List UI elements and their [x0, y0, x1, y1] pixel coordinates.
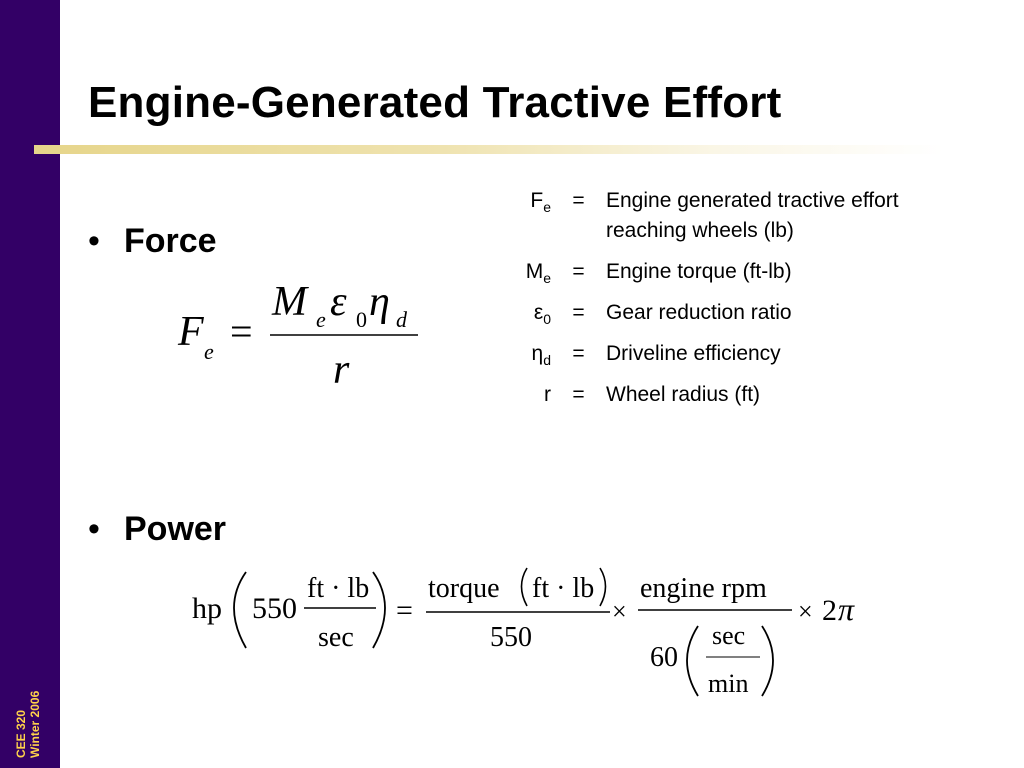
left-paren [687, 626, 698, 696]
power-torque: torque [428, 573, 500, 604]
definition-row [505, 186, 976, 246]
force-num-eps-sub: 0 [356, 307, 367, 332]
power-engine-rpm: engine rpm [640, 573, 767, 604]
def-symbol: r [544, 383, 551, 406]
def-subscript: 0 [543, 311, 551, 327]
power-equals: = [396, 594, 413, 627]
bullet-force [88, 222, 217, 261]
def-subscript: e [543, 270, 551, 286]
power-sec: sec [318, 622, 354, 653]
right-paren [373, 572, 385, 648]
def-subscript: e [543, 199, 551, 215]
power-sec-2: sec [712, 621, 746, 650]
power-times: × [612, 597, 627, 626]
bullet-power [88, 510, 226, 549]
definition-row [505, 369, 976, 410]
force-lhs-sub: e [204, 339, 214, 364]
slide-title: Engine-Generated Tractive Effort [88, 78, 782, 127]
bullet-label: Power [124, 510, 227, 548]
bullet-label: Force [124, 222, 217, 260]
left-paren [522, 568, 528, 606]
force-equation [170, 275, 430, 395]
def-symbol: M [525, 260, 544, 283]
def-text: Engine torque (ft-lb) [606, 260, 792, 283]
power-equation [180, 560, 880, 710]
force-num-M-sub: e [316, 307, 326, 332]
power-550: 550 [252, 592, 297, 625]
def-equals: = [572, 342, 585, 365]
bullet-dot: • [88, 510, 100, 548]
definition-row [505, 328, 976, 369]
power-sixty: 60 [650, 642, 678, 673]
def-text: Driveline efficiency [606, 342, 781, 365]
power-hp: hp [192, 592, 222, 625]
power-ftlb-2: ft · lb [532, 573, 595, 604]
power-two: 2 [822, 594, 837, 627]
power-ftlb: ft · lb [307, 573, 370, 604]
def-equals: = [572, 189, 585, 212]
title-underline [34, 145, 944, 154]
def-subscript: d [543, 352, 551, 368]
left-paren [234, 572, 246, 648]
course-footer [14, 691, 42, 758]
force-lhs: F [178, 309, 204, 355]
def-text: Gear reduction ratio [606, 301, 792, 324]
force-den: r [333, 347, 350, 393]
bullet-dot: • [88, 222, 100, 260]
power-min: min [708, 669, 749, 698]
def-equals: = [572, 260, 585, 283]
def-equals: = [572, 301, 585, 324]
def-text: Engine generated tractive effort reaching wheels (lb) [606, 189, 899, 242]
power-times-2: × [798, 597, 813, 626]
definition-row [505, 287, 976, 328]
power-den-550: 550 [490, 622, 532, 653]
course-code: CEE 320 [14, 709, 28, 758]
right-paren [762, 626, 773, 696]
force-num-eta: η [369, 279, 390, 325]
right-paren [600, 568, 606, 606]
variable-definitions [505, 186, 976, 410]
force-equals: = [230, 309, 253, 354]
definition-row [505, 246, 976, 287]
def-symbol: F [530, 189, 544, 212]
def-equals: = [572, 383, 585, 406]
force-num-M: M [272, 279, 307, 325]
power-pi: π [838, 591, 855, 627]
course-term: Winter 2006 [28, 690, 42, 758]
def-text: Wheel radius (ft) [606, 383, 761, 406]
force-num-eps: ε [330, 279, 347, 325]
force-num-eta-sub: d [396, 307, 407, 332]
sidebar-band [0, 0, 60, 768]
def-symbol: η [531, 342, 544, 365]
def-symbol: ε [533, 301, 544, 324]
